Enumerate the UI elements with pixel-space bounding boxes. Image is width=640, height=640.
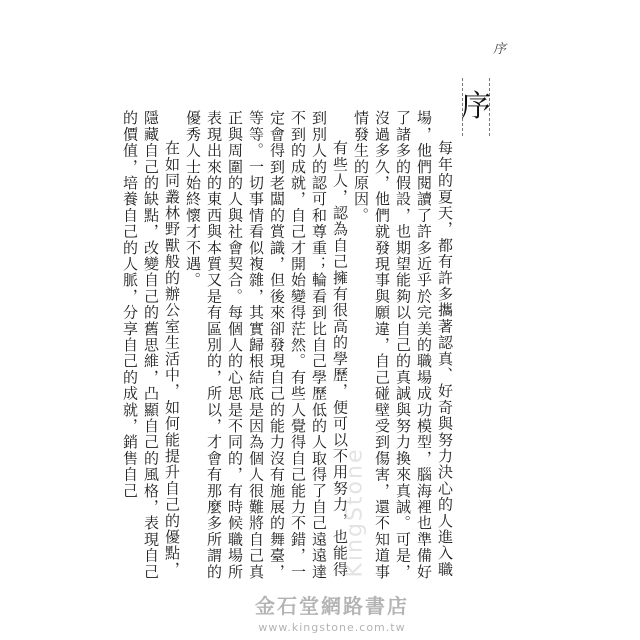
watermark-mid: KingStone: [342, 447, 368, 578]
watermark: [222, 590, 442, 634]
paragraph: 有些人，認為自己擁有很高的學歷，便可以不用努力，也能得到別人的認可和尊重；輪看到比自己學歷低的人取得了自己遠遠達不到的成就，自己才開始變得茫然。有些人覺得自己能力不錯，一定會得到老闆的賞識，但後來卻發現自己的能力沒有施展的舞臺，等等。一切事情看似複雜，其實歸根結底是因為個人很難將自己真正與周圍的人與社會契合。每個人的心思是不同的，有時候職場所表現出來的東西與本質又是有區別的，所以，才會有那麼多所謂的優秀人士始終懷才不遇。: [184, 110, 349, 580]
paragraph: 每年的夏天，都有許多攜著認真、好奇與努力決心的人進入職場，他們閱讀了許多近乎於完美的職場成功模型，腦海裡也準備好了諸多的假設，也期望能夠以自己的真誠與努力換來真誠。可是，沒過多久，他們就發現事與願違，自己碰壁受到傷害，還不知道事情發生的原因。: [352, 110, 454, 580]
paragraph: 在如同叢林野獸般的辦公室生活中，如何能提升自己的優點，隱藏自己的缺點，改變自己的舊思維，凸顯自己的風格，表現自己的價值，培養自己的人脈，分享自己的成就，銷售自己: [121, 110, 181, 580]
title-frame: [462, 78, 490, 136]
page-title: 序: [461, 89, 491, 124]
running-header: 序: [493, 42, 507, 57]
watermark-logo: 金石堂網路書店: [255, 594, 409, 618]
body-text: [119, 110, 455, 580]
watermark-url: www.kingstone.com.tw: [258, 621, 406, 634]
